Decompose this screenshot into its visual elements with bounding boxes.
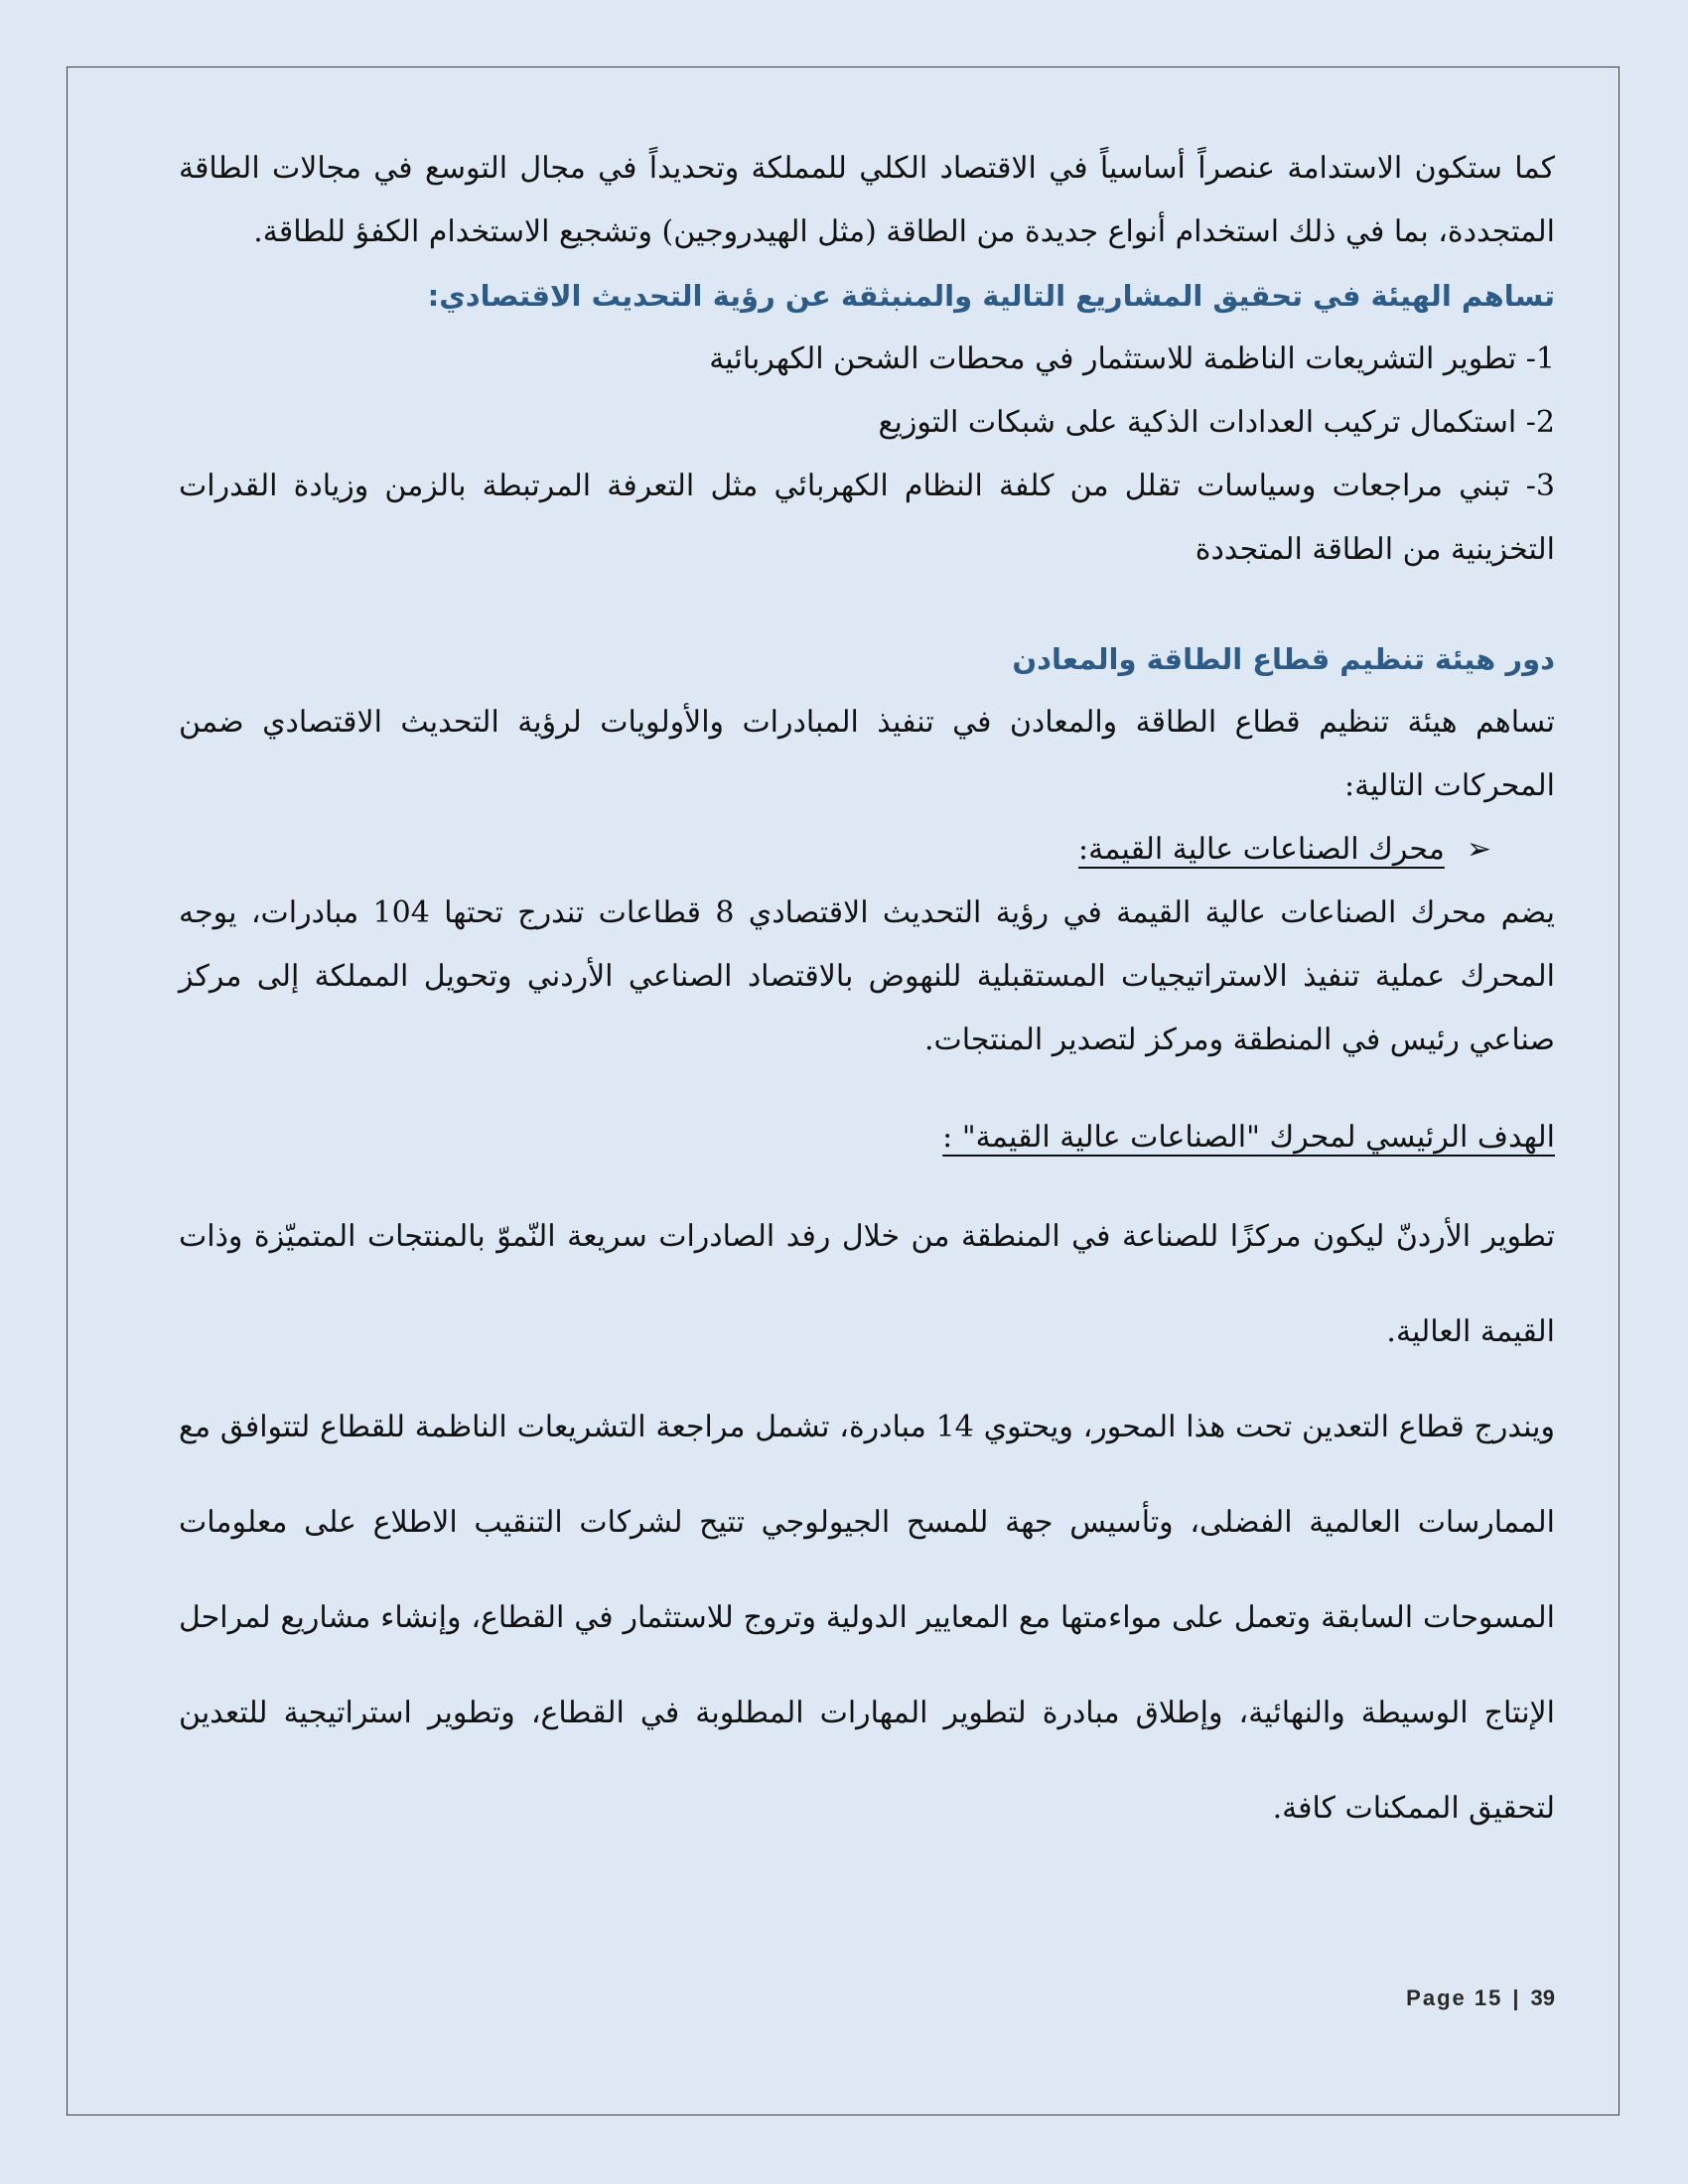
list-item: 1- تطوير التشريعات الناظمة للاستثمار في محطات الشحن الكهربائية — [709, 341, 1555, 376]
arrow-bullet-icon: ➢ — [1466, 832, 1491, 867]
list-item: 3- تبني مراجعات وسياسات تقلل من كلفة النظام الكهربائي مثل التعرفة المرتبطة بالزمن وزيادة القدرات التخزينية من الطاقة المتجددة — [179, 469, 1555, 567]
list-item: 2- استكمال تركيب العدادات الذكية على شبكات التوزيع — [878, 405, 1555, 440]
intro-paragraph: كما ستكون الاستدامة عنصراً أساسياً في الاقتصاد الكلي للمملكة وتحديداً في مجال التوسع في مجالات الطاقة المتجددة، بما في ذلك استخدام أنواع جديدة من الطاقة (مثل الهيدروجين) وتشجيع الاستخدام الكفؤ للطاقة. — [179, 151, 1555, 249]
page-total: 39 — [1530, 1985, 1555, 2010]
spacer — [179, 1169, 1555, 1189]
page-separator: | — [1512, 1985, 1521, 2010]
role-intro: تساهم هيئة تنظيم قطاع الطاقة والمعادن في تنفيذ المبادرات والأولويات لرؤية التحديث الاقتصادي ضمن المحركات التالية: — [179, 705, 1555, 803]
goal-text: تطوير الأردنّ ليكون مركزًا للصناعة في المنطقة من خلال رفد الصادرات سريعة النّموّ بالمنتجات المتميّزة وذات القيمة العالية. — [179, 1219, 1555, 1349]
projects-heading: تساهم الهيئة في تحقيق المشاريع التالية والمنبثقة عن رؤية التحديث الاقتصادي: — [427, 279, 1555, 313]
role-heading: دور هيئة تنظيم قطاع الطاقة والمعادن — [1012, 642, 1555, 676]
spacer — [179, 582, 1555, 627]
page-label: Page — [1406, 1985, 1467, 2010]
engine-title: محرك الصناعات عالية القيمة: — [1078, 832, 1445, 867]
page-number — [1406, 1985, 1555, 2011]
engine-description: يضم محرك الصناعات عالية القيمة في رؤية التحديث الاقتصادي 8 قطاعات تندرج تحتها 104 مبادرات، يوجه المحرك عملية تنفيذ الاستراتيجيات المستقبلية للنهوض بالاقتصاد الصناعي الأردني وتحويل المملكة إلى مركز صناعي رئيس في المنطقة ومركز لتصدير المنتجات. — [179, 895, 1556, 1057]
mining-paragraph: ويندرج قطاع التعدين تحت هذا المحور، ويحتوي 14 مبادرة، تشمل مراجعة التشريعات الناظمة للقطاع لتتوافق مع الممارسات العالمية الفضلى، وتأسيس جهة للمسح الجيولوجي تتيح لشركات التنقيب الاطلاع على معلومات المسوحات السابقة وتعمل على مواءمتها مع المعايير الدولية وتروج للاستثمار في القطاع، وإنشاء مشاريع لمراحل الإنتاج الوسيطة والنهائية، وإطلاق مبادرة لتطوير المهارات المطلوبة في القطاع، وتطوير استراتيجية للتعدين لتحقيق الممكنات كافة. — [179, 1410, 1555, 1826]
goal-heading: الهدف الرئيسي لمحرك "الصناعات عالية القيمة" : — [942, 1120, 1555, 1155]
engine-subheading — [179, 818, 1555, 882]
projects-list — [179, 328, 1555, 582]
document-body — [179, 137, 1555, 1856]
page-current: 15 — [1474, 1985, 1503, 2010]
spacer — [179, 1072, 1555, 1106]
